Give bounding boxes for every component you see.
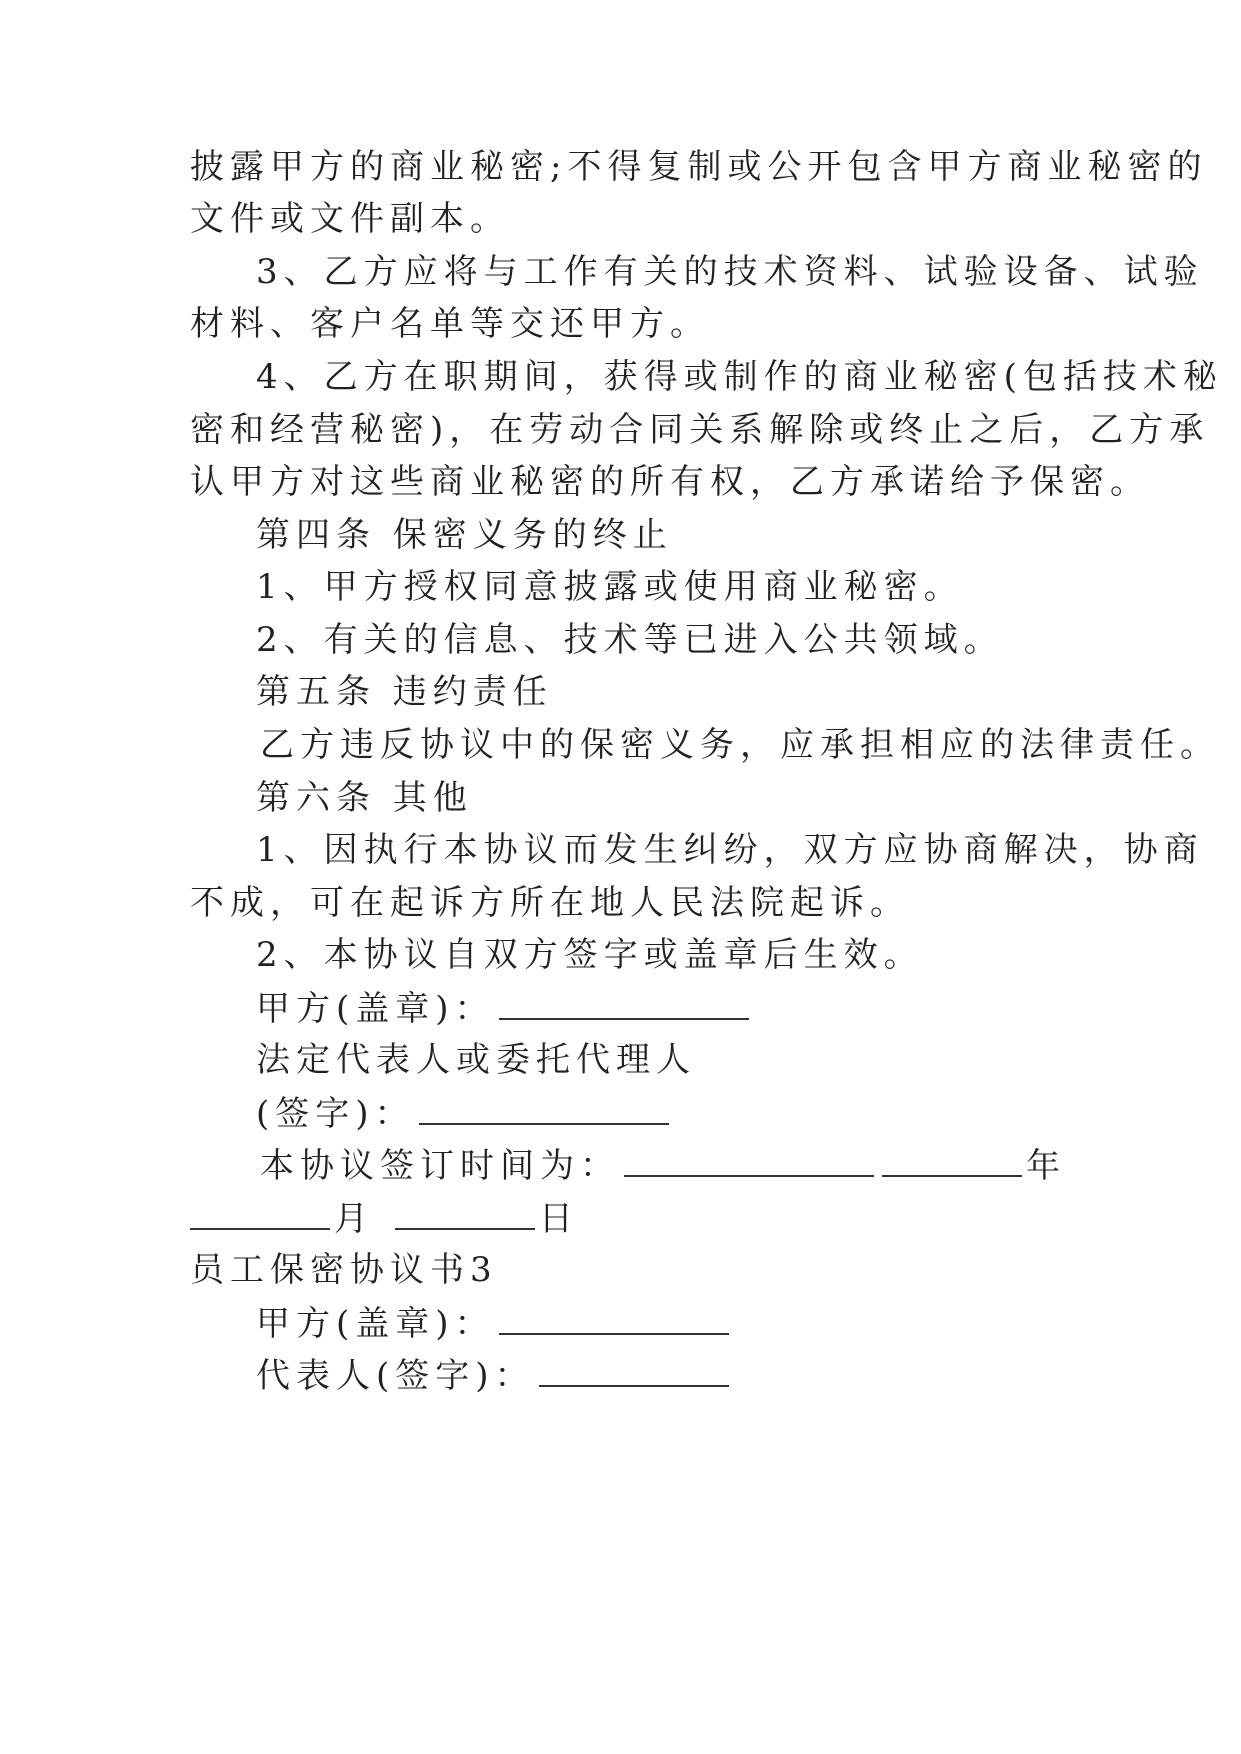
section-title: 员工保密协议书3	[190, 1250, 498, 1290]
party-a-label: 甲方(盖章)：	[256, 989, 495, 1029]
signature-field[interactable]	[419, 1093, 669, 1125]
section3-representative-field[interactable]	[539, 1355, 729, 1387]
body-line: 乙方违反协议中的保密义务，应承担相应的法律责任。	[260, 725, 1220, 765]
body-line: 认甲方对这些商业秘密的所有权，乙方承诺给予保密。	[190, 462, 1150, 502]
body-line: 1、因执行本协议而发生纠纷，双方应协商解决，协商	[256, 830, 1204, 870]
legal-representative-label: 法定代表人或委托代理人	[256, 1040, 696, 1080]
day-label: 日	[538, 1199, 579, 1239]
section3-representative-label: 代表人(签字)：	[256, 1356, 535, 1396]
body-line: 文件或文件副本。	[190, 199, 510, 239]
section3-party-a-label: 甲方(盖章)：	[256, 1304, 495, 1344]
day-field[interactable]	[395, 1198, 535, 1230]
month-field[interactable]	[190, 1198, 330, 1230]
signing-date-blank[interactable]	[624, 1145, 874, 1177]
body-line: 材料、客户名单等交还甲方。	[190, 304, 710, 344]
body-line: 2、本协议自双方签字或盖章后生效。	[256, 935, 924, 975]
article-heading: 第五条 违约责任	[256, 672, 553, 712]
signature-line	[256, 1093, 673, 1134]
section3-party-a-field[interactable]	[499, 1303, 729, 1335]
month-day-line	[190, 1198, 579, 1239]
body-line: 密和经营秘密)，在劳动合同关系解除或终止之后，乙方承	[190, 410, 1210, 450]
signing-date-line	[260, 1145, 1066, 1186]
year-field[interactable]	[882, 1145, 1022, 1177]
body-line: 3、乙方应将与工作有关的技术资料、试验设备、试验	[256, 252, 1204, 292]
body-line: 不成，可在起诉方所在地人民法院起诉。	[190, 883, 910, 923]
signing-date-label: 本协议签订时间为：	[260, 1146, 620, 1186]
body-line: 1、甲方授权同意披露或使用商业秘密。	[256, 567, 964, 607]
body-line: 披露甲方的商业秘密;不得复制或公开包含甲方商业秘密的	[190, 147, 1208, 187]
article-heading: 第四条 保密义务的终止	[256, 515, 673, 555]
section3-party-a-line	[256, 1303, 733, 1344]
year-label: 年	[1026, 1146, 1066, 1186]
body-line: 4、乙方在职期间，获得或制作的商业秘密(包括技术秘	[256, 357, 1223, 397]
article-heading: 第六条 其他	[256, 778, 473, 818]
section3-representative-line	[256, 1355, 733, 1396]
body-line: 2、有关的信息、技术等已进入公共领域。	[256, 620, 1004, 660]
month-label: 月	[334, 1199, 374, 1239]
party-a-seal-field[interactable]	[499, 988, 749, 1020]
party-a-seal-line	[256, 988, 753, 1029]
signature-label: (签字)：	[256, 1094, 415, 1134]
